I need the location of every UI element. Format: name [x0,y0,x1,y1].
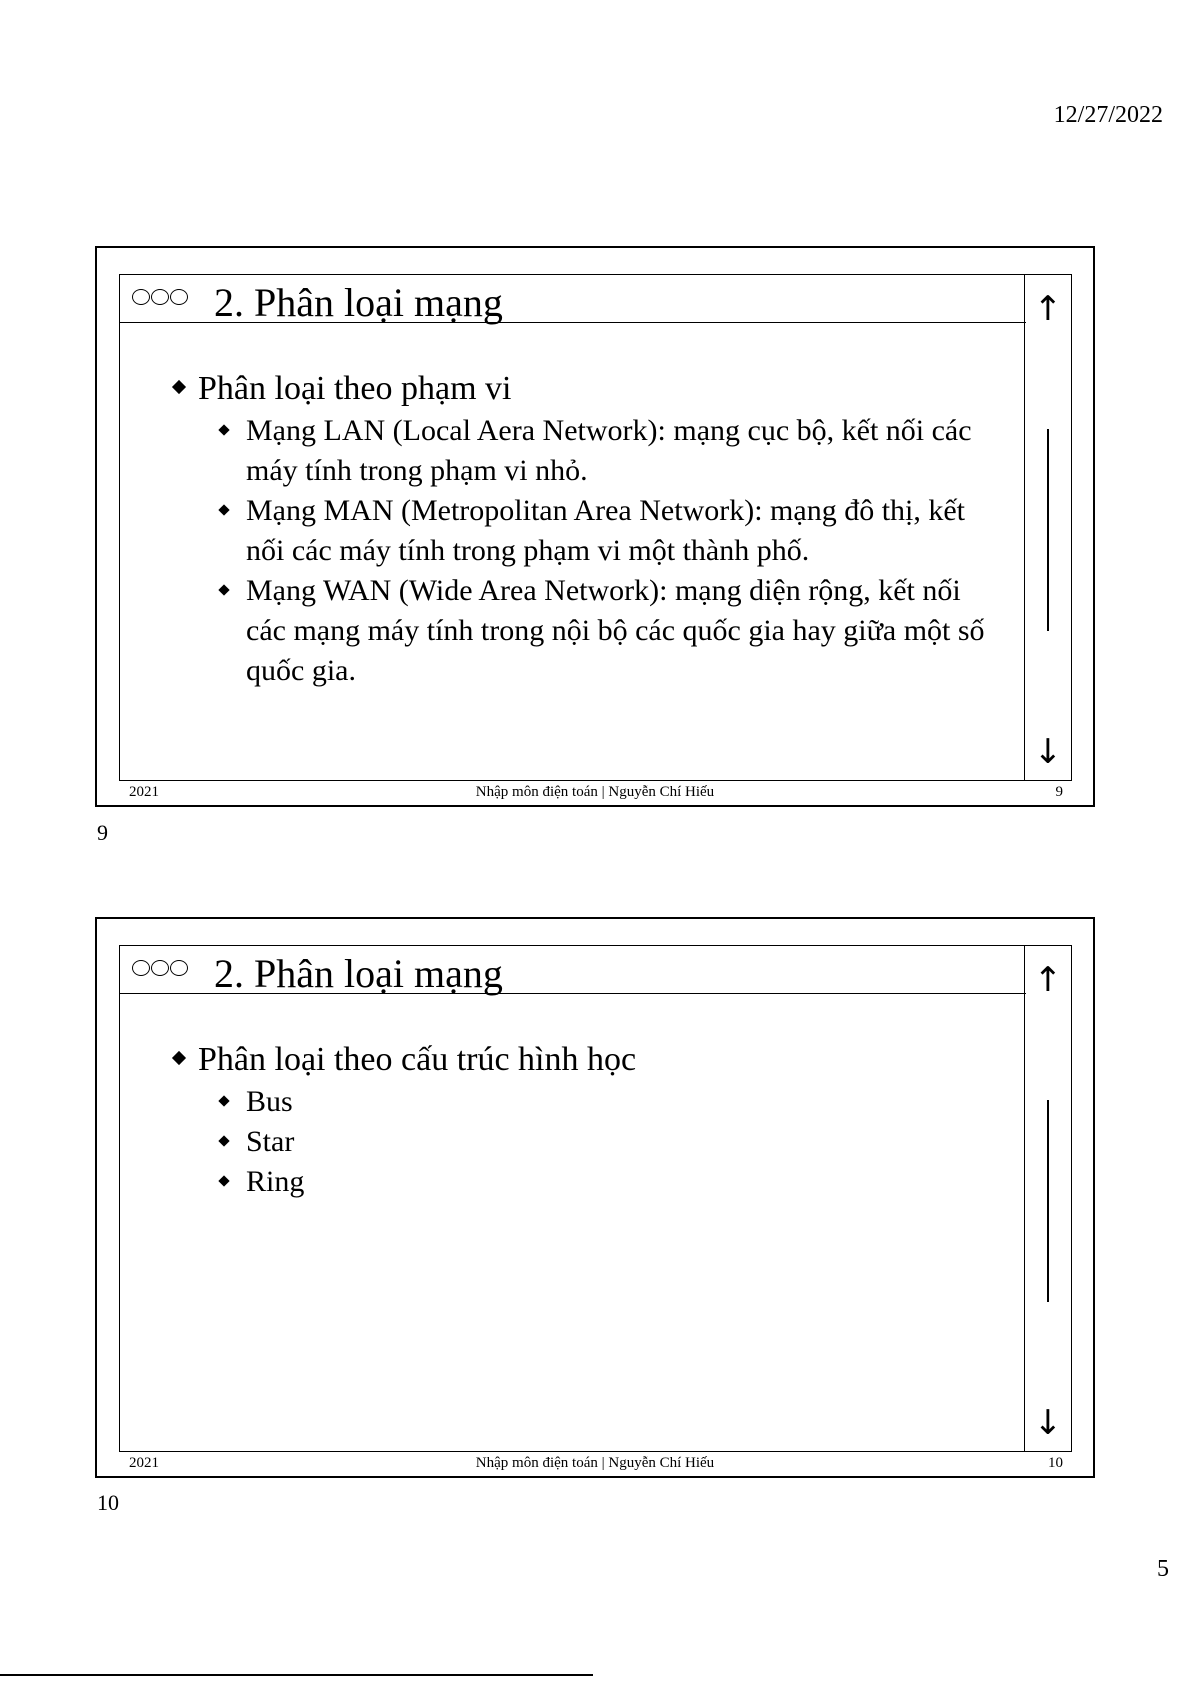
footer-slide-number: 9 [1055,784,1063,800]
diamond-bullet-icon [172,380,186,394]
slide-title: 2. Phân loại mạng [214,951,503,996]
footer-center: Nhập môn điện toán | Nguyễn Chí Hiếu [475,784,715,800]
diamond-bullet-icon [218,1135,229,1146]
subbullet-text: Ring [246,1165,305,1198]
slide-caption: 10 [97,1490,119,1515]
bullet-text: Phân loại theo phạm vi [198,370,512,407]
slide-caption: 9 [97,820,108,845]
scroll-track[interactable] [1047,429,1049,631]
slide-10 [95,917,1095,1478]
list-item [168,369,1008,409]
arrow-down-icon[interactable]: ↓ [1033,1403,1063,1443]
slide-footer [97,779,1093,805]
footer-year: 2021 [129,1455,159,1471]
subbullet-text: Bus [246,1085,293,1118]
scroll-track[interactable] [1047,1100,1049,1302]
diamond-bullet-icon [172,1051,186,1065]
list-item [168,1082,1008,1122]
diamond-bullet-icon [218,584,229,595]
diamond-bullet-icon [218,504,229,515]
page-number: 5 [1157,1556,1169,1582]
page-date: 12/27/2022 [1053,102,1163,128]
arrow-up-icon[interactable]: ↑ [1033,960,1063,1000]
subbullet-text: Mạng MAN (Metropolitan Area Network): mạng đô thị, kết nối các máy tính trong phạm vi một thành phố. [246,494,966,567]
footer-year: 2021 [129,784,159,800]
subbullet-text: Star [246,1125,295,1158]
diamond-bullet-icon [218,424,229,435]
list-item [168,1162,1008,1202]
subbullet-text: Mạng WAN (Wide Area Network): mạng diện rộng, kết nối các mạng máy tính trong nội bộ các quốc gia hay giữa một số quốc gia. [246,574,985,687]
nav-column [1024,275,1071,780]
slide-body [168,1040,1008,1202]
footer-slide-number: 10 [1048,1455,1063,1471]
footer-center: Nhập môn điện toán | Nguyễn Chí Hiếu [475,1455,715,1471]
title-bar [120,275,1026,323]
slide-footer [97,1450,1093,1476]
circles-icon [132,960,189,976]
list-item [168,411,1008,491]
diamond-bullet-icon [218,1095,229,1106]
slide-9 [95,246,1095,807]
arrow-up-icon[interactable]: ↑ [1033,289,1063,329]
subbullet-text: Mạng LAN (Local Aera Network): mạng cục bộ, kết nối các máy tính trong phạm vi nhỏ. [246,414,972,487]
circles-icon [132,289,189,305]
list-item [168,491,1008,571]
list-item [168,571,1008,691]
nav-column [1024,946,1071,1451]
list-item [168,1040,1008,1080]
title-bar [120,946,1026,994]
slide-inner [119,945,1072,1452]
list-item [168,1122,1008,1162]
slide-title: 2. Phân loại mạng [214,280,503,325]
slide-body [168,369,1008,691]
footnote-rule [0,1674,593,1676]
arrow-down-icon[interactable]: ↓ [1033,732,1063,772]
diamond-bullet-icon [218,1175,229,1186]
slide-inner [119,274,1072,781]
bullet-text: Phân loại theo cấu trúc hình học [198,1041,637,1078]
